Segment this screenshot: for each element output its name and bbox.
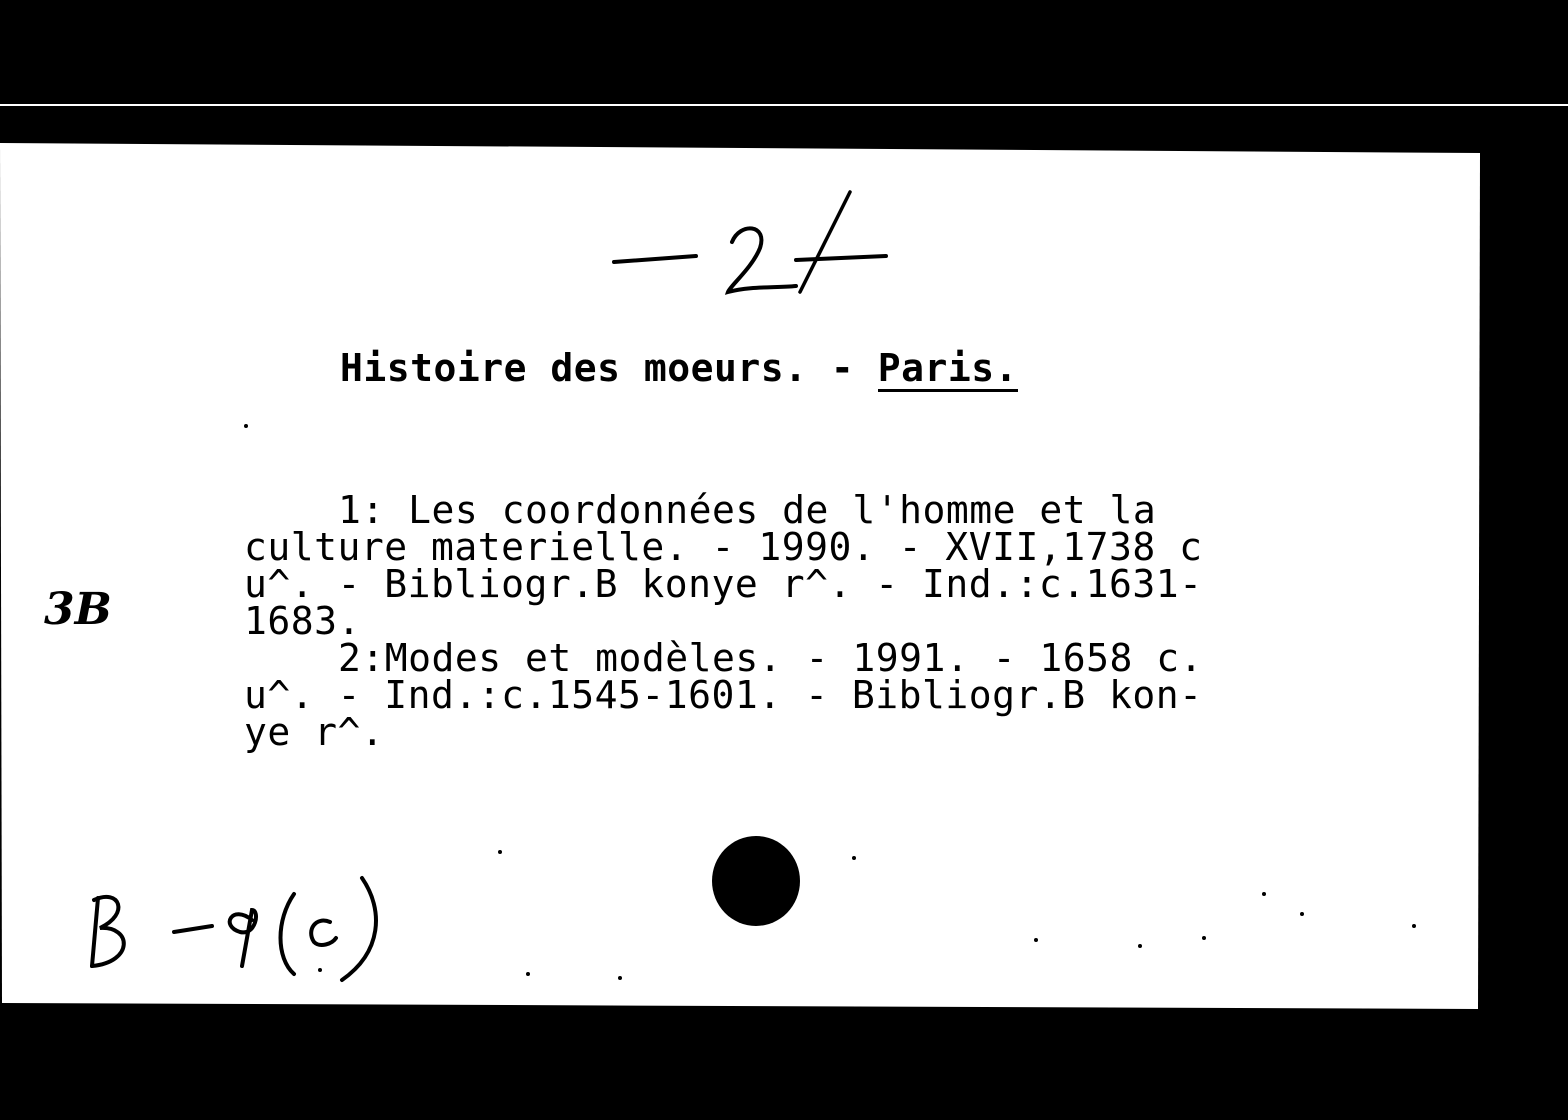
- entry-line: culture materielle. - 1990. - XVII,1738 c: [244, 525, 1203, 569]
- scan-speck: [1300, 912, 1304, 916]
- place-of-publication: Paris.: [877, 346, 1018, 390]
- title-text: Histoire des moeurs. -: [340, 346, 878, 390]
- entry-line: 1683.: [244, 599, 361, 643]
- scan-speck: [244, 424, 248, 428]
- entry-volume-1: [244, 488, 1474, 643]
- scan-speck: [1262, 892, 1266, 896]
- punch-hole: [712, 836, 800, 926]
- entry-volume-2: [244, 636, 1474, 754]
- scan-speck: [618, 976, 622, 980]
- scan-speck: [498, 850, 502, 854]
- handwritten-shelfmark: [80, 870, 400, 990]
- scan-speck: [318, 968, 322, 972]
- entry-line: ye r^.: [244, 710, 385, 754]
- entry-line: u^. - Ind.:c.1545-1601. - Bibliogr.B kon-: [244, 673, 1203, 717]
- scan-speck: [1412, 924, 1416, 928]
- card-title: [340, 346, 1018, 392]
- scan-speck: [1138, 944, 1142, 948]
- entry-line: 2:Modes et modèles. - 1991. - 1658 c.: [338, 636, 1203, 680]
- entry-line: u^. - Bibliogr.B konye r^. - Ind.:c.1631-: [244, 562, 1203, 606]
- scan-speck: [852, 856, 856, 860]
- card-body: [244, 488, 1474, 754]
- scan-speck: [1034, 938, 1038, 942]
- scan-top-rule: [0, 104, 1568, 106]
- handwritten-margin-note: 3B: [44, 584, 112, 635]
- scan-speck: [526, 972, 530, 976]
- scan-speck: [1202, 936, 1206, 940]
- handwritten-card-number: [600, 182, 900, 302]
- entry-line: 1: Les coordonnées de l'homme et la: [338, 488, 1157, 532]
